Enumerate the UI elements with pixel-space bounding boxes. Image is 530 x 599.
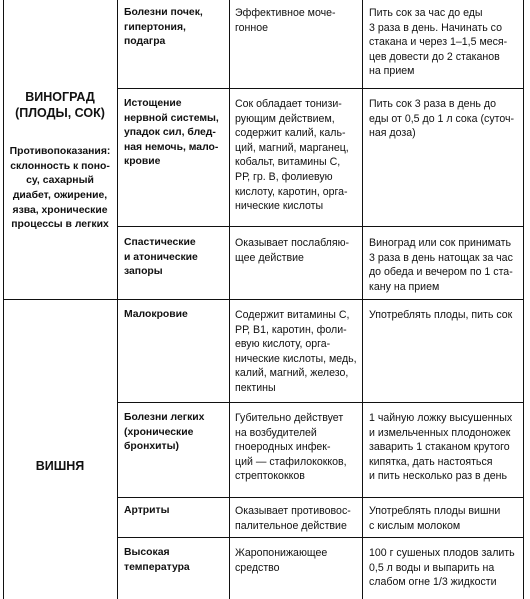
condition-cell: Истощение нервной системы, упадок сил, блед- ная немочь, мало- кровие — [124, 98, 219, 168]
action-cell: Губительно действует на возбудителей гноеродных инфек- ций — стафилококков, стрептококков — [235, 412, 347, 483]
section-divider — [3, 299, 524, 300]
plant-name-grape: ВИНОГРАД (ПЛОДЫ, СОК) — [15, 89, 105, 120]
usage-cell: 100 г сушеных плодов залить 0,5 л воды и выпарить на слабом огне 1/3 жидкости — [369, 547, 515, 589]
condition-cell: Артриты — [124, 505, 170, 516]
row-divider — [117, 537, 524, 538]
row-divider — [117, 402, 524, 403]
action-cell: Жаропонижающее средство — [235, 547, 328, 574]
usage-cell: Виноград или сок принимать 3 раза в день натощак за час до обеда и вечером по 1 ста- кану на прием — [369, 237, 513, 293]
condition-cell: Болезни легких (хронические бронхиты) — [124, 412, 205, 453]
condition-cell: Спастические и атонические запоры — [124, 237, 198, 278]
action-cell: Содержит витамины С, РР, B1, каротин, фоли- евую кислоту, орга- нические кислоты, медь, калий, магний, железо, пектины — [235, 309, 357, 394]
plant-cell-cherry — [5, 443, 115, 488]
condition-cell: Малокровие — [124, 309, 188, 320]
grape-contraindications: Противопоказания: склонность к поно- су, сахарный диабет, ожирение, язва, хронические процессы в легких — [9, 146, 111, 231]
row-divider — [117, 226, 524, 227]
plant-cell-grape — [5, 74, 115, 247]
usage-cell: Пить сок 3 раза в день до еды от 0,5 до 1 л сока (суточ- ная доза) — [369, 98, 515, 140]
condition-cell: Высокая температура — [124, 547, 190, 573]
action-cell: Сок обладает тонизи- рующим действием, содержит калий, каль- ций, магний, марганец, кобальт, витамины С, РР, гр. В, фолиевую кислоту, каротин, орга- нические кислоты — [235, 98, 349, 213]
usage-cell: Употреблять плоды, пить сок — [369, 309, 513, 321]
row-divider — [117, 88, 524, 89]
usage-cell: Употреблять плоды вишни с кислым молоком — [369, 505, 501, 532]
usage-cell: Пить сок за час до еды 3 раза в день. Начинать со стакана и через 1–1,5 меся- цев довести до 2 стаканов на прием — [369, 7, 508, 78]
action-cell: Эффективное моче- гонное — [235, 7, 336, 34]
condition-cell: Болезни почек, гипертония, подагра — [124, 7, 203, 48]
usage-cell: 1 чайную ложку высушенных и измельченных плодоножек заварить 1 стаканом крутого кипятка, дать настояться и пить несколько раз в день — [369, 412, 513, 483]
row-divider — [117, 497, 524, 498]
action-cell: Оказывает послабляю- щее действие — [235, 237, 350, 264]
plant-name-cherry: ВИШНЯ — [35, 458, 85, 473]
action-cell: Оказывает противовос- палительное действие — [235, 505, 351, 532]
